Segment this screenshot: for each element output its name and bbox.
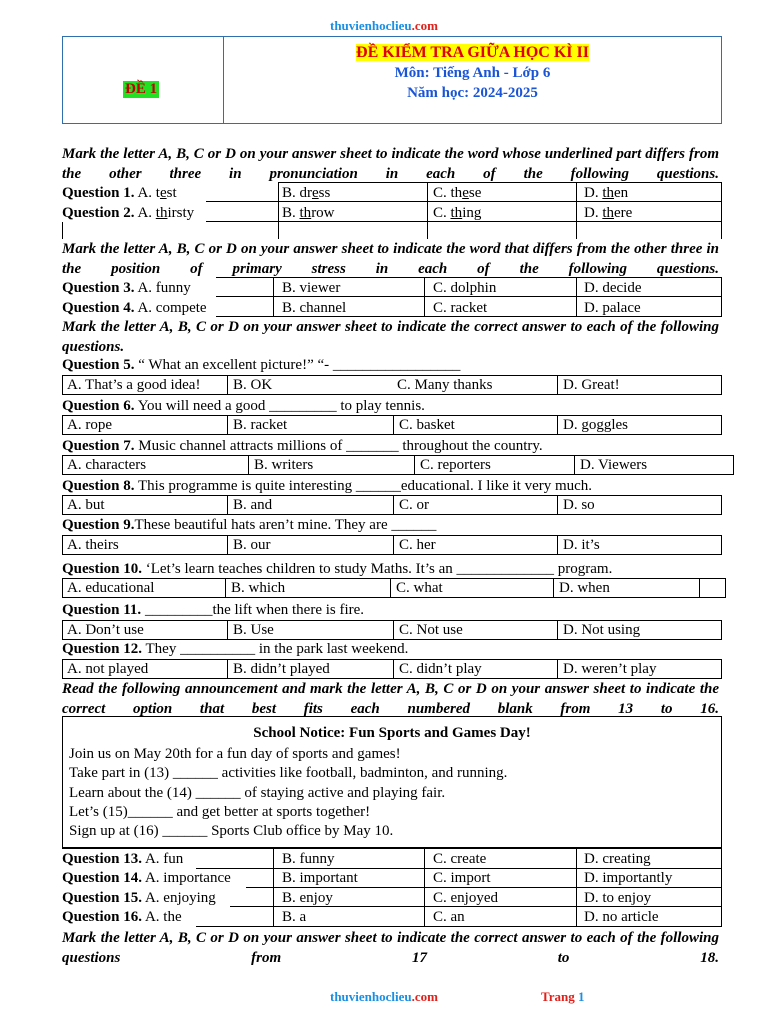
- section-3-instruction: Mark the letter A, B, C or D on your answer sheet to indicate the correct answer to each of the following questions.: [62, 319, 719, 355]
- question-14: Question 14. A. importance B. important C. import D. importantly: [62, 870, 673, 886]
- question-9-options: A. theirs B. our C. her D. it’s: [62, 535, 722, 555]
- question-12: Question 12. They __________ in the park last weekend.: [62, 641, 409, 657]
- question-10: Question 10. ‘Let’s learn teaches children to study Maths. It’s an _____________ program.: [62, 561, 613, 577]
- question-13: Question 13. A. fun B. funny C. create D. creating: [62, 851, 651, 867]
- title-box: [62, 36, 722, 124]
- question-11-options: A. Don’t use B. Use C. Not use D. Not using: [62, 620, 722, 640]
- option-b[interactable]: B. OK: [233, 377, 273, 393]
- page-number: Trang 1: [541, 989, 585, 1004]
- site-domain: .com: [411, 18, 438, 33]
- question-9: Question 9.These beautiful hats aren’t mine. They are ______: [62, 517, 437, 533]
- question-16: Question 16. A. the B. a C. an D. no article: [62, 909, 659, 925]
- question-15: Question 15. A. enjoying B. enjoy C. enjoyed D. to enjoy: [62, 890, 652, 906]
- option-d[interactable]: D. Great!: [563, 377, 620, 393]
- question-5-options: [62, 375, 722, 395]
- section-5-instruction: Mark the letter A, B, C or D on your answer sheet to indicate the correct answer to each of the following questions from 17 to 18.: [62, 930, 719, 966]
- question-6: Question 6. You will need a good _________ to play tennis.: [62, 398, 425, 414]
- question-10-options: A. educational B. which C. what D. when: [62, 578, 726, 598]
- option-a[interactable]: A. That’s a good idea!: [67, 377, 201, 393]
- question-8: Question 8. This programme is quite interesting ______educational. I like it very much.: [62, 478, 593, 494]
- question-8-options: A. but B. and C. or D. so: [62, 495, 722, 515]
- exam-year: Năm học: 2024-2025: [407, 85, 538, 101]
- notice-title: School Notice: Fun Sports and Games Day!: [253, 725, 531, 741]
- option-b: B. dress: [282, 185, 331, 201]
- question-12-options: A. not played B. didn’t played C. didn’t play D. weren’t play: [62, 659, 722, 679]
- section-1-instruction: Mark the letter A, B, C or D on your answer sheet to indicate the word whose underlined part differs from the other three in pronunciation in each of the following questions.: [62, 146, 719, 182]
- footer-site: thuvienhoclieu.com: [330, 989, 438, 1004]
- exam-title: ĐỀ KIỂM TRA GIỮA HỌC KÌ II: [356, 44, 589, 61]
- section-4-instruction: Read the following announcement and mark the letter A, B, C or D on your answer sheet to indicate the correct option that best fits each numbered blank from 13 to 16.: [62, 681, 719, 717]
- exam-code: ĐỀ 1: [125, 81, 158, 97]
- school-notice: School Notice: Fun Sports and Games Day! Join us on May 20th for a fun day of sports and games! Take part in (13) ______ activities like football, badminton, and running. Learn about the (14) ______ of staying active and playing fair. Let’s (15)______ and get better at sports together! Sign up at (16) ______ Sports Club office by May 10.: [62, 716, 722, 849]
- exam-subject: Môn: Tiếng Anh - Lớp 6: [394, 65, 551, 81]
- question-4: Question 4. A. compete B. channel C. racket D. palace: [62, 300, 641, 316]
- question-7: Question 7. Music channel attracts millions of _______ throughout the country.: [62, 438, 543, 454]
- question-11: Question 11. _________the lift when there is fire.: [62, 602, 365, 618]
- question-3: Question 3. A. funny B. viewer C. dolphin D. decide: [62, 280, 642, 296]
- site-name: thuvienhoclieu: [330, 18, 412, 33]
- question-2: Question 2. A. thirsty B. throw C. thing D. there: [62, 205, 633, 221]
- question-6-options: A. rope B. racket C. basket D. goggles: [62, 415, 722, 435]
- question-5: Question 5. “ What an excellent picture!” “- _________________: [62, 357, 461, 373]
- site-header: [0, 18, 768, 34]
- question-7-options: A. characters B. writers C. reporters D. Viewers: [62, 455, 734, 475]
- option-d: D. then: [584, 185, 629, 201]
- option-c: C. these: [433, 185, 482, 201]
- section-2-instruction: Mark the letter A, B, C or D on your answer sheet to indicate the word that differs from the other three in the position of primary stress in each of the following questions.: [62, 241, 719, 277]
- option-c[interactable]: C. Many thanks: [397, 377, 493, 393]
- question-1: Question 1. A. test B. dress C. these D. then: [62, 185, 629, 201]
